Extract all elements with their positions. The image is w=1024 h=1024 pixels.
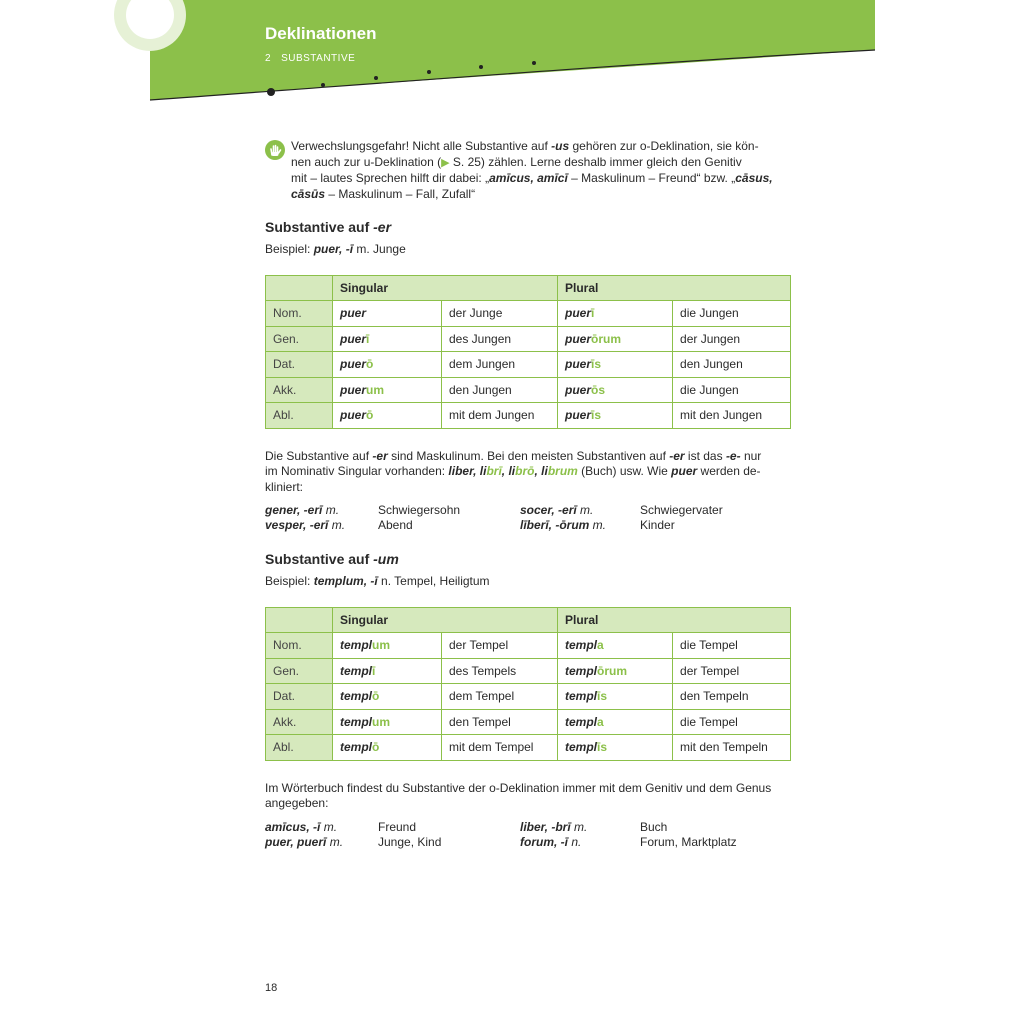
vocab-gender: m. — [326, 834, 344, 849]
column-header-plural: Plural — [558, 607, 791, 633]
vocab-translation: Schwiegersohn — [378, 503, 461, 517]
um-explanation: Im Wörterbuch findest du Substantive der o-Deklination immer mit dem Genitiv und dem Genus angegeben: — [265, 780, 772, 810]
vocab-gender: m. — [320, 819, 338, 834]
case-label: Nom. — [266, 301, 333, 327]
note-text: nen auch zur u-Deklination ( — [291, 154, 442, 169]
word-stem: templ — [340, 689, 373, 704]
singular-form — [333, 403, 442, 429]
para-text-bold: puer — [671, 464, 698, 478]
word-stem: templ — [565, 714, 598, 729]
note-text: – Maskulinum – Fall, Zufall“ — [325, 186, 476, 201]
arrow-right-icon[interactable]: ▶ — [441, 156, 450, 169]
word-ending: īs — [591, 357, 602, 372]
case-label: Gen. — [266, 658, 333, 684]
case-label: Abl. — [266, 735, 333, 761]
para-text: im Nominativ Singular vorhanden: — [265, 464, 449, 478]
para-text: kliniert: — [265, 479, 304, 494]
note-text: – Maskulinum – Freund“ bzw. „ — [567, 171, 736, 185]
section-heading-text: Substantive auf — [265, 219, 374, 235]
vocab-gender: m. — [570, 819, 588, 834]
example-label: Beispiel: — [265, 574, 314, 588]
vocab-latin — [520, 820, 640, 835]
para-text: (Buch) usw. Wie — [577, 464, 672, 478]
word-ending: ī — [372, 663, 376, 678]
plural-translation: der Jungen — [673, 326, 791, 352]
chapter-label — [265, 53, 355, 64]
chapter-number: 2 — [265, 53, 272, 64]
timeline-dot — [479, 65, 483, 69]
singular-translation: der Junge — [442, 301, 558, 327]
vocab-translation: Kinder — [640, 518, 675, 532]
word-stem: templ — [565, 638, 598, 653]
singular-translation: der Tempel — [442, 633, 558, 659]
note-text-bold: cāsūs — [291, 186, 326, 201]
column-header-singular: Singular — [333, 275, 558, 301]
plural-form — [558, 403, 673, 429]
word-ending: ō — [372, 740, 380, 755]
word-stem: puer — [565, 357, 592, 372]
er-explanation — [265, 449, 790, 496]
para-text: Die Substantive auf — [265, 448, 373, 463]
word-stem: puer — [340, 408, 367, 423]
word-ending: ō — [366, 408, 374, 423]
para-ending: brum — [547, 464, 578, 478]
singular-form — [333, 735, 442, 761]
example-meaning: n. Tempel, Heiligtum — [377, 574, 490, 588]
word-stem: puer — [565, 382, 592, 397]
column-header-singular: Singular — [333, 607, 558, 633]
plural-form — [558, 735, 673, 761]
table-row — [266, 735, 791, 761]
section-heading-er — [265, 219, 790, 235]
word-stem: templ — [565, 663, 598, 678]
vocab-translation: Schwiegervater — [640, 503, 723, 517]
section-heading-um — [265, 551, 790, 567]
plural-translation: die Jungen — [673, 377, 791, 403]
para-ending: brī — [486, 464, 502, 478]
note-text: gehören zur o-Deklination, sie kön- — [569, 139, 759, 153]
vocab-latin — [265, 820, 378, 835]
vocab-word: socer, -erī — [520, 503, 577, 517]
plural-translation: die Jungen — [673, 301, 791, 327]
para-text-bold: liber, li — [448, 464, 487, 478]
word-stem: puer — [340, 357, 367, 372]
word-stem: templ — [340, 714, 373, 729]
section-heading-suffix: -um — [373, 551, 399, 567]
plural-translation: mit den Tempeln — [673, 735, 791, 761]
singular-form — [333, 709, 442, 735]
word-stem: templ — [340, 740, 373, 755]
plural-translation: den Tempeln — [673, 684, 791, 710]
table-row — [266, 301, 791, 327]
singular-translation: des Tempels — [442, 658, 558, 684]
vocab-translation: Junge, Kind — [378, 834, 442, 849]
plural-form — [558, 326, 673, 352]
example-line — [265, 574, 790, 590]
vocab-latin — [520, 518, 640, 533]
word-ending: um — [372, 714, 391, 729]
timeline-dot — [532, 61, 536, 65]
case-label: Abl. — [266, 403, 333, 429]
note-text: S. 25) zählen. Lerne deshalb immer gleich den Genitiv — [449, 154, 742, 169]
singular-form — [333, 377, 442, 403]
vocab-word: puer, puerī — [265, 834, 327, 849]
table-header-row — [266, 275, 791, 301]
plural-form — [558, 633, 673, 659]
table-row — [266, 352, 791, 378]
hand-icon — [265, 140, 285, 160]
page-content — [265, 139, 790, 850]
plural-translation: den Jungen — [673, 352, 791, 378]
timeline-dot — [427, 70, 431, 74]
vocab-translation: Buch — [640, 819, 668, 834]
table-corner — [266, 607, 333, 633]
note-text: Verwechslungsgefahr! Nicht alle Substantive auf — [291, 139, 552, 153]
example-line — [265, 242, 790, 258]
singular-form — [333, 301, 442, 327]
word-ending: a — [597, 714, 604, 729]
case-label: Dat. — [266, 352, 333, 378]
vocab-gender: m. — [576, 503, 594, 517]
word-stem: puer — [340, 306, 367, 321]
note-text: mit – lautes Sprechen hilft dir dabei: „ — [291, 171, 490, 185]
plural-form — [558, 352, 673, 378]
word-ending: ō — [366, 357, 374, 372]
word-stem: puer — [340, 382, 367, 397]
table-row — [266, 326, 791, 352]
plural-translation: die Tempel — [673, 709, 791, 735]
header-band — [0, 0, 1024, 110]
vocab-latin — [265, 518, 378, 533]
case-label: Nom. — [266, 633, 333, 659]
page-title: Deklinationen — [265, 24, 377, 43]
declension-table-er — [265, 275, 791, 429]
plural-translation: mit den Jungen — [673, 403, 791, 429]
vocab-latin — [520, 835, 640, 850]
singular-translation: dem Tempel — [442, 684, 558, 710]
word-ending: īs — [597, 740, 608, 755]
word-ending: ōrum — [597, 663, 628, 678]
plural-form — [558, 658, 673, 684]
para-text-bold: -er — [669, 448, 685, 463]
para-text: ist das — [684, 448, 726, 463]
word-stem: templ — [565, 740, 598, 755]
word-stem: templ — [565, 689, 598, 704]
plural-translation: die Tempel — [673, 633, 791, 659]
para-ending: brō — [515, 464, 535, 478]
table-corner — [266, 275, 333, 301]
word-stem: puer — [565, 306, 592, 321]
word-stem: puer — [340, 331, 367, 346]
word-ending: ī — [591, 306, 595, 321]
vocab-list-um — [265, 820, 790, 850]
word-ending: īs — [597, 689, 608, 704]
vocab-gender: m. — [589, 518, 607, 532]
word-ending: um — [372, 638, 391, 653]
column-header-plural: Plural — [558, 275, 791, 301]
case-label: Dat. — [266, 684, 333, 710]
para-text-bold: -er — [372, 448, 388, 463]
singular-translation: den Jungen — [442, 377, 558, 403]
word-ending: a — [597, 638, 604, 653]
singular-form — [333, 352, 442, 378]
vocab-word: vesper, -erī — [265, 518, 329, 532]
example-meaning: m. Junge — [353, 242, 406, 256]
word-ending: um — [366, 382, 385, 397]
timeline-dot — [321, 83, 325, 87]
vocab-translation: Forum, Marktplatz — [640, 834, 737, 849]
vocab-latin — [265, 835, 378, 850]
singular-form — [333, 633, 442, 659]
singular-translation: mit dem Tempel — [442, 735, 558, 761]
para-text-bold: -e- — [725, 448, 741, 463]
case-label: Akk. — [266, 377, 333, 403]
vocab-word: liber, -brī — [520, 819, 571, 834]
word-ending: īs — [591, 408, 602, 423]
vocab-translation: Abend — [378, 518, 413, 532]
chapter-name: SUBSTANTIVE — [281, 53, 356, 64]
example-label: Beispiel: — [265, 242, 314, 256]
section-heading-suffix: -er — [373, 219, 392, 235]
singular-translation: des Jungen — [442, 326, 558, 352]
plural-form — [558, 684, 673, 710]
para-text: werden de- — [697, 464, 761, 478]
case-label: Akk. — [266, 709, 333, 735]
word-stem: puer — [565, 408, 592, 423]
header-band-graphic — [0, 0, 1024, 110]
singular-form — [333, 658, 442, 684]
vocab-word: gener, -erī — [265, 503, 323, 517]
para-text-bold: , li — [501, 464, 516, 478]
para-text: sind Maskulinum. Bei den meisten Substantiven auf — [387, 448, 670, 463]
page-number: 18 — [265, 982, 278, 994]
section-heading-text: Substantive auf — [265, 551, 374, 567]
plural-form — [558, 301, 673, 327]
word-stem: templ — [340, 638, 373, 653]
singular-translation: mit dem Jungen — [442, 403, 558, 429]
case-label: Gen. — [266, 326, 333, 352]
example-word: puer, -ī — [313, 242, 354, 256]
declension-table-um — [265, 607, 791, 761]
vocab-word: līberī, -ōrum — [520, 518, 590, 532]
example-word: templum, -ī — [313, 574, 378, 588]
word-ending: ōrum — [591, 331, 622, 346]
word-ending: ī — [366, 331, 370, 346]
singular-translation: dem Jungen — [442, 352, 558, 378]
table-row — [266, 377, 791, 403]
vocab-word: amīcus, -ī — [265, 819, 321, 834]
vocab-translation: Freund — [378, 819, 417, 834]
note-text-bold: -us — [551, 139, 570, 153]
plural-form — [558, 377, 673, 403]
singular-form — [333, 684, 442, 710]
singular-translation: den Tempel — [442, 709, 558, 735]
table-header-row — [266, 607, 791, 633]
vocab-word: forum, -ī — [520, 834, 568, 849]
word-ending: ōs — [591, 382, 606, 397]
word-ending: ō — [372, 689, 380, 704]
note-text-bold: amīcus, amīcī — [489, 171, 568, 185]
vocab-latin — [265, 503, 378, 518]
para-text-bold: , li — [534, 464, 548, 478]
table-row — [266, 709, 791, 735]
table-row — [266, 633, 791, 659]
warning-note — [265, 139, 790, 202]
plural-form — [558, 709, 673, 735]
table-row — [266, 684, 791, 710]
note-text-bold: cāsus, — [735, 171, 773, 185]
vocab-gender: n. — [568, 834, 582, 849]
vocab-gender: m. — [328, 518, 346, 532]
para-text: nur — [740, 448, 762, 463]
timeline-dot — [267, 88, 275, 96]
plural-translation: der Tempel — [673, 658, 791, 684]
table-row — [266, 403, 791, 429]
table-row — [266, 658, 791, 684]
timeline-dot — [374, 76, 378, 80]
vocab-latin — [520, 503, 640, 518]
word-stem: puer — [565, 331, 592, 346]
vocab-list-er — [265, 503, 790, 533]
vocab-gender: m. — [322, 503, 340, 517]
word-stem: templ — [340, 663, 373, 678]
singular-form — [333, 326, 442, 352]
